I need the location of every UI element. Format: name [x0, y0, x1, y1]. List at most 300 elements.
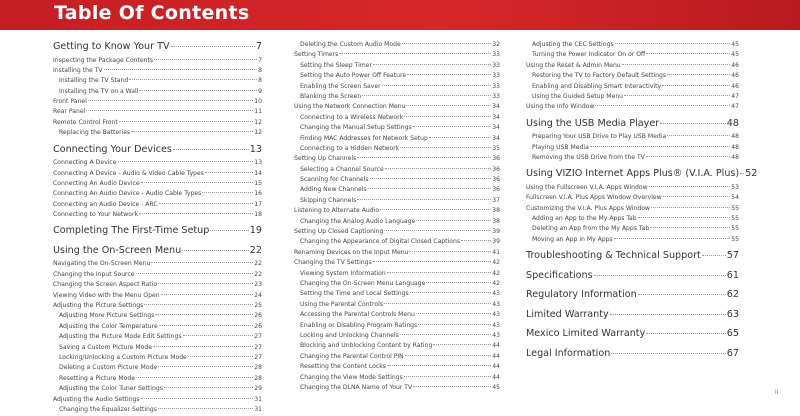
- toc-section-entry[interactable]: [53, 129, 262, 139]
- toc-entry-title: Preparing Your USB Drive to Play USB Media: [532, 133, 667, 141]
- toc-entry-page: 10: [254, 98, 262, 106]
- toc-section-entry[interactable]: [294, 103, 500, 113]
- toc-entry-title: Viewing System Information: [300, 269, 386, 277]
- toc-entry-page: 63: [726, 308, 739, 320]
- dot-leader: [638, 217, 731, 218]
- toc-section-entry[interactable]: [53, 170, 262, 180]
- toc-entry-page: 44: [492, 363, 500, 371]
- toc-entry-title: Using the Fullscreen V.I.A. Apps Window: [526, 183, 648, 191]
- toc-entry-title: Changing the On-Screen Menu Language: [300, 279, 426, 287]
- toc-entry-page: 14: [254, 169, 262, 177]
- toc-section-entry[interactable]: [526, 72, 739, 82]
- toc-section-entry[interactable]: [526, 83, 739, 93]
- toc-section-entry[interactable]: [294, 332, 500, 342]
- toc-entry-page: 65: [726, 328, 739, 340]
- toc-section-entry[interactable]: [294, 280, 500, 290]
- toc-section-entry[interactable]: [294, 72, 500, 82]
- toc-entry-page: 48: [731, 154, 739, 162]
- dot-leader: [614, 238, 731, 239]
- toc-section-entry[interactable]: [53, 57, 262, 67]
- dot-leader: [164, 387, 253, 388]
- toc-chapter-entry[interactable]: [53, 225, 262, 241]
- toc-entry-page: 27: [254, 353, 262, 361]
- dot-leader: [610, 314, 726, 315]
- toc-section-entry[interactable]: [526, 184, 739, 194]
- toc-entry-title: Completing The First-Time Setup: [53, 225, 210, 237]
- toc-section-entry[interactable]: [526, 225, 739, 235]
- toc-section-entry[interactable]: [53, 333, 262, 343]
- toc-entry-page: 57: [726, 250, 739, 262]
- toc-section-entry[interactable]: [53, 119, 262, 129]
- toc-section-entry[interactable]: [294, 353, 500, 363]
- dot-leader: [158, 408, 253, 409]
- toc-entry-title: Mexico Limited Warranty: [526, 328, 646, 340]
- toc-section-entry[interactable]: [526, 236, 739, 246]
- toc-section-entry[interactable]: [294, 259, 500, 269]
- toc-entry-page: 24: [254, 291, 262, 299]
- toc-entry-page: 43: [492, 321, 500, 329]
- dot-leader: [182, 250, 249, 251]
- toc-column-2: [294, 41, 500, 394]
- dot-leader: [129, 79, 257, 80]
- toc-entry-page: 22: [249, 244, 262, 256]
- toc-section-entry[interactable]: [526, 51, 739, 61]
- dot-leader: [202, 192, 253, 193]
- toc-section-entry[interactable]: [53, 180, 262, 190]
- toc-entry-page: 67: [726, 347, 739, 359]
- toc-entry-page: 42: [492, 279, 500, 287]
- toc-section-entry[interactable]: [294, 186, 500, 196]
- dot-leader: [405, 355, 491, 356]
- toc-entry-title: Customizing the V.I.A. Plus Apps Window: [526, 204, 650, 212]
- toc-section-entry[interactable]: [53, 312, 262, 322]
- toc-entry-page: 36: [492, 176, 500, 184]
- toc-section-entry[interactable]: [53, 385, 262, 395]
- toc-entry-title: Adjusting the Audio Settings: [53, 395, 140, 403]
- dot-leader: [382, 85, 492, 86]
- dot-leader: [413, 386, 491, 387]
- toc-entry-page: 36: [492, 165, 500, 173]
- toc-entry-page: 48: [731, 133, 739, 141]
- toc-section-entry[interactable]: [294, 290, 500, 300]
- dot-leader: [161, 294, 254, 295]
- toc-section-entry[interactable]: [294, 166, 500, 176]
- toc-entry-title: Setting the Time and Local Settings: [300, 290, 409, 298]
- dot-leader: [158, 283, 253, 284]
- dot-leader: [188, 356, 253, 357]
- dot-leader: [667, 135, 730, 136]
- toc-entry-title: Saving a Custom Picture Mode: [59, 343, 153, 351]
- toc-entry-page: 31: [254, 395, 262, 403]
- toc-entry-page: 62: [726, 289, 739, 301]
- toc-section-entry[interactable]: [53, 67, 262, 77]
- toc-entry-title: Replacing the Batteries: [59, 129, 131, 137]
- dot-leader: [385, 168, 492, 169]
- toc-entry-title: Changing the Manual Setup Settings: [300, 124, 412, 132]
- toc-entry-title: Limited Warranty: [526, 308, 609, 320]
- toc-entry-title: Finding MAC Addresses for Network Setup: [300, 134, 428, 142]
- dot-leader: [660, 123, 726, 124]
- dot-leader: [429, 137, 491, 138]
- toc-entry-title: Connecting Your Devices: [53, 143, 172, 155]
- toc-chapter-entry[interactable]: [526, 118, 739, 134]
- toc-entry-title: Using the USB Media Player: [526, 117, 660, 129]
- toc-entry-page: 43: [492, 311, 500, 319]
- dot-leader: [650, 227, 730, 228]
- dot-leader: [426, 282, 491, 283]
- toc-entry-title: Remote Control Front: [53, 118, 118, 126]
- toc-section-entry[interactable]: [526, 154, 739, 164]
- dot-leader: [433, 344, 491, 345]
- toc-entry-title: Installing the TV Stand: [59, 77, 129, 85]
- toc-section-entry[interactable]: [526, 194, 739, 204]
- toc-section-entry[interactable]: [294, 145, 500, 155]
- toc-entry-page: 34: [492, 113, 500, 121]
- toc-entry-title: Adding an App to the My Apps Tab: [532, 215, 637, 223]
- toc-section-entry[interactable]: [526, 41, 739, 51]
- toc-chapter-entry[interactable]: [53, 245, 262, 261]
- dot-leader: [171, 46, 255, 47]
- dot-leader: [702, 255, 726, 256]
- toc-section-entry[interactable]: [53, 364, 262, 374]
- toc-chapter-entry[interactable]: [53, 144, 262, 160]
- dot-leader: [155, 314, 253, 315]
- toc-entry-title: Selecting a Channel Source: [300, 165, 384, 173]
- toc-entry-page: 28: [254, 364, 262, 372]
- toc-section-entry[interactable]: [53, 271, 262, 281]
- toc-section-entry[interactable]: [294, 270, 500, 280]
- dot-leader: [139, 213, 253, 214]
- toc-entry-page: 38: [492, 207, 500, 215]
- toc-entry-title: Setting Up Channels: [294, 155, 357, 163]
- toc-entry-page: 48: [731, 143, 739, 151]
- dot-leader: [400, 147, 491, 148]
- toc-entry-page: 11: [254, 108, 262, 116]
- toc-section-entry[interactable]: [526, 62, 739, 72]
- toc-entry-page: 43: [492, 290, 500, 298]
- toc-entry-page: 33: [492, 61, 500, 69]
- dot-leader: [649, 186, 731, 187]
- toc-section-entry[interactable]: [53, 88, 262, 98]
- toc-section-entry[interactable]: [294, 51, 500, 61]
- toc-entry-title: Enabling and Disabling Smart Interactivity: [532, 82, 662, 90]
- toc-section-entry[interactable]: [53, 98, 262, 108]
- toc-entry-page: 38: [492, 217, 500, 225]
- toc-entry-title: Connecting to a Hidden Network: [300, 144, 400, 152]
- header-banner: [0, 0, 800, 30]
- toc-section-entry[interactable]: [53, 211, 262, 221]
- toc-entry-page: 25: [254, 302, 262, 310]
- toc-section-entry[interactable]: [294, 114, 500, 124]
- toc-entry-title: Changing the Input Source: [53, 270, 135, 278]
- toc-chapter-entry[interactable]: [526, 289, 739, 305]
- toc-entry-title: Connecting A Device - Audio & Video Cable Types: [53, 169, 204, 177]
- toc-entry-page: 34: [492, 134, 500, 142]
- toc-entry-title: Setting Timers: [294, 51, 339, 59]
- toc-entry-title: Deleting a Custom Picture Mode: [59, 364, 158, 372]
- toc-section-entry[interactable]: [53, 281, 262, 291]
- toc-section-entry[interactable]: [526, 93, 739, 103]
- toc-entry-title: Skipping Channels: [300, 196, 357, 204]
- toc-entry-title: Adjusting the CEC Settings: [532, 41, 614, 48]
- dot-leader: [409, 251, 491, 252]
- toc-entry-title: Moving an App in My Apps: [532, 235, 613, 243]
- toc-entry-page: 44: [492, 352, 500, 360]
- toc-section-entry[interactable]: [294, 197, 500, 207]
- toc-section-entry[interactable]: [53, 323, 262, 333]
- toc-entry-title: Using the Guided Setup Menu: [532, 92, 624, 100]
- toc-section-entry[interactable]: [526, 103, 739, 113]
- dot-leader: [357, 199, 491, 200]
- toc-entry-title: Removing the USB Drive from the TV: [532, 154, 645, 162]
- toc-section-entry[interactable]: [53, 302, 262, 312]
- toc-chapter-entry[interactable]: [53, 41, 262, 57]
- dot-leader: [638, 294, 726, 295]
- toc-entry-page: 46: [731, 72, 739, 80]
- toc-entry-title: Changing the Parental Control PIN: [300, 352, 404, 360]
- toc-entry-page: 33: [492, 51, 500, 59]
- toc-entry-page: 12: [254, 118, 262, 126]
- toc-entry-page: 7: [258, 56, 262, 64]
- toc-entry-page: 48: [726, 117, 739, 129]
- dot-leader: [615, 43, 731, 44]
- dot-leader: [611, 353, 725, 354]
- toc-entry-title: Fullscreen V.I.A. Plus Apps Window Overview: [526, 194, 662, 202]
- dot-leader: [461, 240, 491, 241]
- toc-entry-title: Adjusting the Picture Mode Edit Settings: [59, 333, 182, 341]
- toc-entry-page: 16: [254, 190, 262, 198]
- dot-leader: [624, 95, 730, 96]
- toc-entry-page: 35: [492, 144, 500, 152]
- dot-leader: [662, 85, 730, 86]
- toc-entry-page: 32: [492, 41, 500, 48]
- toc-entry-title: Navigating the On-Screen Menu: [53, 260, 151, 268]
- toc-entry-title: Resetting the Content Locks: [300, 363, 386, 371]
- toc-entry-title: Changing the TV Settings: [294, 259, 372, 267]
- toc-entry-title: Specifications: [526, 269, 593, 281]
- toc-section-entry[interactable]: [294, 384, 500, 394]
- dot-leader: [370, 178, 492, 179]
- toc-section-entry[interactable]: [53, 292, 262, 302]
- toc-entry-title: Adjusting the Color Tuner Settings: [59, 385, 163, 393]
- toc-entry-title: Using the Parental Controls: [300, 300, 384, 308]
- toc-entry-title: Enabling or Disabling Program Ratings: [300, 321, 418, 329]
- dot-leader: [646, 53, 730, 54]
- dot-leader: [159, 203, 254, 204]
- toc-entry-page: 28: [254, 374, 262, 382]
- toc-section-entry[interactable]: [294, 83, 500, 93]
- toc-section-entry[interactable]: [526, 215, 739, 225]
- toc-entry-page: 13: [249, 143, 262, 155]
- toc-section-entry[interactable]: [294, 374, 500, 384]
- toc-section-entry[interactable]: [294, 135, 500, 145]
- toc-section-entry[interactable]: [526, 144, 739, 154]
- toc-entry-page: 43: [492, 331, 500, 339]
- dot-leader: [387, 365, 491, 366]
- dot-leader: [646, 156, 730, 157]
- toc-entry-page: 15: [254, 179, 262, 187]
- toc-section-entry[interactable]: [294, 311, 500, 321]
- toc-entry-title: Changing the Appearance of Digital Closed Captions: [300, 238, 461, 246]
- toc-chapter-entry[interactable]: [526, 270, 739, 286]
- toc-entry-title: Accessing the Parental Controls Menu: [300, 311, 415, 319]
- toc-section-entry[interactable]: [294, 155, 500, 165]
- toc-section-entry[interactable]: [53, 344, 262, 354]
- toc-entry-page: 44: [492, 373, 500, 381]
- toc-entry-title: Installing the TV: [53, 66, 103, 74]
- toc-entry-title: Connecting to Your Network: [53, 211, 138, 219]
- toc-entry-page: 31: [254, 405, 262, 413]
- toc-section-entry[interactable]: [294, 238, 500, 248]
- toc-entry-title: Adding New Channels: [300, 186, 367, 194]
- toc-chapter-entry[interactable]: [526, 328, 739, 344]
- toc-entry-title: Using VIZIO Internet Apps Plus® (V.I.A. Plus): [526, 168, 740, 180]
- toc-chapter-entry[interactable]: [526, 250, 739, 266]
- toc-entry-title: Getting to Know Your TV: [53, 41, 170, 52]
- toc-section-entry[interactable]: [53, 354, 262, 364]
- toc-section-entry[interactable]: [294, 124, 500, 134]
- toc-section-entry[interactable]: [294, 228, 500, 238]
- toc-chapter-entry[interactable]: [526, 348, 739, 364]
- toc-entry-title: Using the Info Window: [526, 103, 595, 111]
- toc-section-entry[interactable]: [294, 363, 500, 373]
- toc-entry-title: Inspecting the Package Contents: [53, 56, 154, 64]
- dot-leader: [151, 262, 253, 263]
- toc-section-entry[interactable]: [53, 77, 262, 87]
- dot-leader: [416, 220, 491, 221]
- toc-section-entry[interactable]: [53, 396, 262, 406]
- toc-section-entry[interactable]: [294, 93, 500, 103]
- dot-leader: [663, 196, 731, 197]
- toc-entry-page: 36: [492, 155, 500, 163]
- toc-entry-title: Using the On-Screen Menu: [53, 244, 182, 256]
- toc-entry-page: 37: [492, 196, 500, 204]
- toc-section-entry[interactable]: [294, 176, 500, 186]
- dot-leader: [158, 366, 253, 367]
- dot-leader: [88, 100, 253, 101]
- dot-leader: [373, 261, 492, 262]
- toc-entry-page: 42: [492, 269, 500, 277]
- dot-leader: [380, 209, 491, 210]
- dot-leader: [413, 126, 492, 127]
- dot-leader: [373, 64, 491, 65]
- toc-section-entry[interactable]: [53, 375, 262, 385]
- dot-leader: [141, 182, 254, 183]
- dot-leader: [651, 207, 730, 208]
- toc-entry-title: Connecting An Audio Device - Audio Cable Types: [53, 190, 202, 198]
- dot-leader: [416, 313, 491, 314]
- toc-entry-page: 42: [492, 259, 500, 267]
- page-title: Table Of Contents: [54, 2, 250, 24]
- toc-entry-page: 29: [254, 385, 262, 393]
- toc-entry-page: 23: [254, 281, 262, 289]
- toc-section-entry[interactable]: [53, 159, 262, 169]
- toc-section-entry[interactable]: [53, 190, 262, 200]
- toc-section-entry[interactable]: [294, 301, 500, 311]
- dot-leader: [159, 325, 253, 326]
- dot-leader: [183, 335, 254, 336]
- toc-chapter-entry[interactable]: [526, 168, 758, 184]
- toc-entry-title: Troubleshooting & Technical Support: [526, 250, 701, 262]
- toc-section-entry[interactable]: [53, 260, 262, 270]
- toc-entry-page: 45: [731, 51, 739, 59]
- dot-leader: [622, 64, 731, 65]
- toc-entry-page: 27: [254, 343, 262, 351]
- toc-section-entry[interactable]: [294, 41, 500, 51]
- toc-entry-title: Using the Reset & Admin Menu: [526, 61, 621, 69]
- toc-column-3: [526, 41, 758, 363]
- toc-section-entry[interactable]: [53, 201, 262, 211]
- toc-entry-page: 54: [731, 194, 739, 202]
- toc-entry-title: Renaming Devices on the Input Menu: [294, 248, 409, 256]
- toc-section-entry[interactable]: [294, 322, 500, 332]
- toc-entry-title: Connecting to a Wireless Network: [300, 113, 404, 121]
- dot-leader: [139, 90, 257, 91]
- toc-entry-page: 13: [254, 159, 262, 167]
- toc-entry-title: Listening to Alternate Audio: [294, 207, 380, 215]
- toc-entry-page: 22: [254, 270, 262, 278]
- toc-entry-page: 22: [254, 260, 262, 268]
- toc-section-entry[interactable]: [294, 218, 500, 228]
- toc-section-entry[interactable]: [294, 342, 500, 352]
- dot-leader: [357, 157, 491, 158]
- toc-entry-page: 55: [731, 235, 739, 243]
- dot-leader: [595, 105, 730, 106]
- toc-entry-title: Enabling the Screen Saver: [300, 82, 381, 90]
- toc-entry-title: Playing USB Media: [532, 143, 589, 151]
- toc-entry-page: 55: [731, 204, 739, 212]
- page-number: ii: [775, 389, 779, 396]
- toc-entry-page: 33: [492, 82, 500, 90]
- toc-entry-page: 19: [249, 225, 262, 237]
- toc-section-entry[interactable]: [53, 108, 262, 118]
- toc-section-entry[interactable]: [53, 406, 262, 416]
- toc-section-entry[interactable]: [526, 133, 739, 143]
- dot-leader: [144, 304, 253, 305]
- toc-entry-title: Restoring the TV to Factory Default Settings: [532, 72, 667, 80]
- toc-section-entry[interactable]: [526, 205, 739, 215]
- toc-entry-page: 34: [492, 103, 500, 111]
- toc-entry-page: 44: [492, 342, 500, 350]
- toc-entry-title: Adjusting the Picture Settings: [53, 302, 144, 310]
- toc-entry-page: 18: [254, 211, 262, 219]
- toc-section-entry[interactable]: [294, 249, 500, 259]
- toc-entry-page: 26: [254, 322, 262, 330]
- dot-leader: [210, 230, 248, 231]
- toc-entry-title: Blanking the Screen: [300, 92, 362, 100]
- dot-leader: [418, 324, 491, 325]
- toc-chapter-entry[interactable]: [526, 309, 739, 325]
- toc-entry-page: 27: [254, 333, 262, 341]
- dot-leader: [173, 149, 249, 150]
- toc-entry-page: 8: [258, 77, 262, 85]
- dot-leader: [740, 173, 744, 174]
- toc-entry-page: 41: [492, 248, 500, 256]
- toc-entry-title: Resetting a Picture Mode: [59, 374, 135, 382]
- toc-entry-page: 33: [492, 72, 500, 80]
- dot-leader: [118, 161, 254, 162]
- toc-entry-title: Connecting A Device: [53, 159, 117, 167]
- toc-section-entry[interactable]: [294, 62, 500, 72]
- toc-section-entry[interactable]: [294, 207, 500, 217]
- toc-entry-page: 39: [492, 228, 500, 236]
- dot-leader: [362, 95, 491, 96]
- toc-entry-page: 36: [492, 186, 500, 194]
- toc-entry-page: 7: [255, 41, 262, 52]
- dot-leader: [136, 273, 254, 274]
- dot-leader: [590, 146, 730, 147]
- dot-leader: [153, 346, 253, 347]
